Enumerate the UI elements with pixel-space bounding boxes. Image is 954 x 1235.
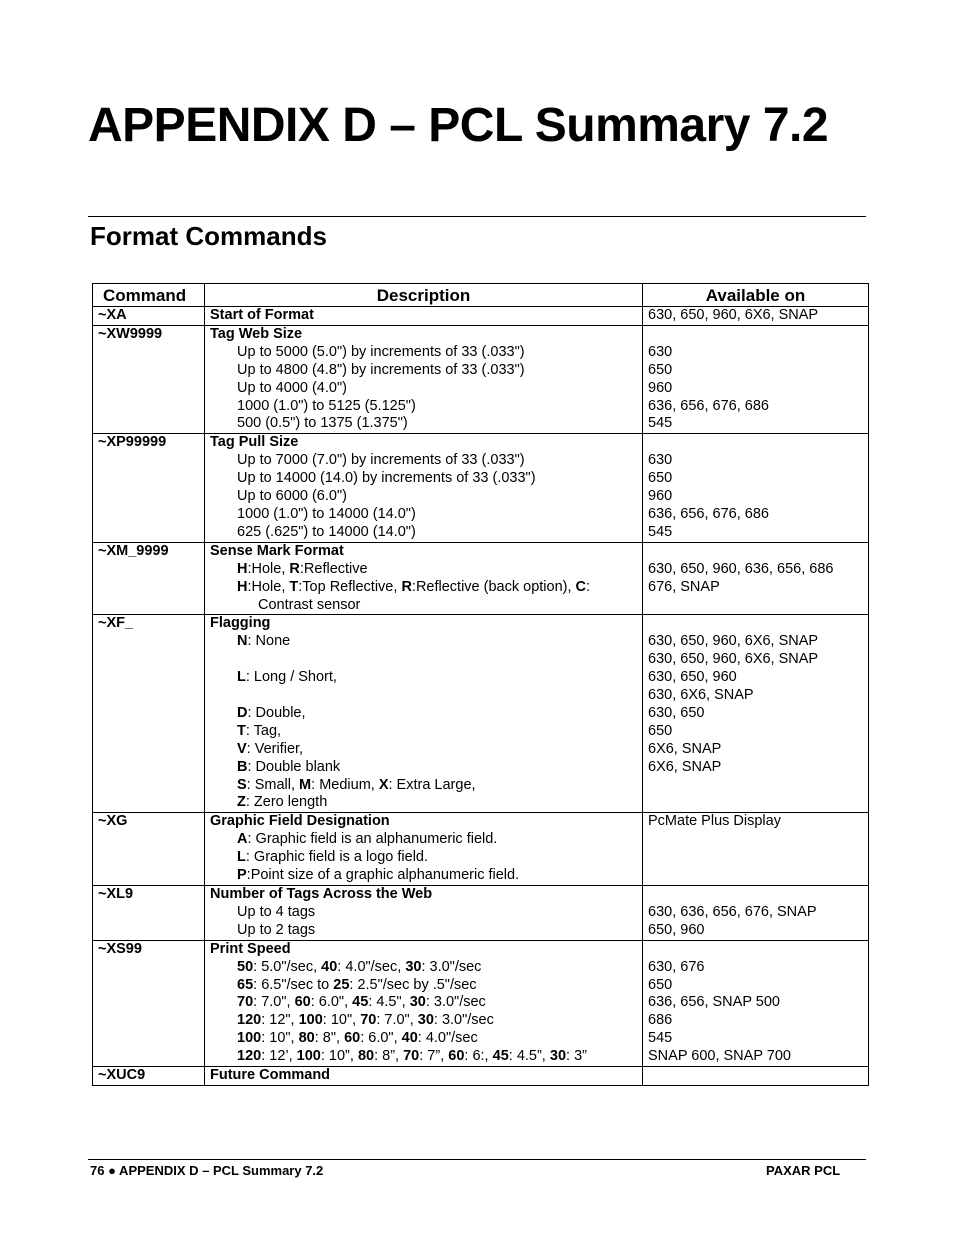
available-on-line: [648, 434, 863, 452]
description-line: [210, 794, 637, 812]
description-text: Up to 5000 (5.0") by increments of 33 (.033"): [237, 343, 525, 360]
table-row: [93, 542, 869, 615]
table-header-row: [93, 284, 869, 307]
table-row: [93, 325, 869, 433]
description-text: : 4.0"/sec,: [337, 958, 406, 975]
command-cell: ~XW9999: [93, 325, 205, 433]
description-key: 45: [352, 994, 369, 1011]
description-key: 70: [237, 994, 254, 1011]
available-on-line: 676, SNAP: [648, 578, 720, 595]
available-on-line: 630, 650, 960, 6X6, SNAP: [648, 651, 819, 668]
available-on-line: 650, 960: [648, 921, 705, 938]
available-on-line: 650: [648, 470, 673, 487]
description-key: A: [237, 831, 248, 848]
description-text: 500 (0.5") to 1375 (1.375"): [237, 415, 408, 432]
header-command: Command: [93, 284, 205, 307]
table-body: [93, 307, 869, 1086]
description-line: [210, 344, 637, 362]
description-key: 100: [296, 1048, 321, 1065]
description-key: 60: [344, 1030, 361, 1047]
description-key: H: [237, 560, 248, 577]
description-key: L: [237, 669, 246, 686]
description-text: : 4.0"/sec: [417, 1030, 478, 1047]
description-text: : 10",: [261, 1030, 299, 1047]
available-on-line: SNAP 600, SNAP 700: [648, 1048, 791, 1065]
available-on-line: 630, 6X6, SNAP: [648, 687, 754, 704]
header-available-on: Available on: [643, 284, 869, 307]
description-text: : 7”,: [419, 1048, 449, 1065]
available-on-line: 545: [648, 415, 673, 432]
description-key: P: [237, 867, 247, 884]
description-key: Print Speed: [210, 940, 291, 957]
description-cell: [205, 307, 643, 326]
description-key: 30: [549, 1048, 567, 1065]
available-on-line: 630, 636, 656, 676, SNAP: [648, 903, 817, 920]
description-key: 40: [321, 958, 338, 975]
description-text: : Zero length: [245, 794, 328, 811]
description-text: : 12’,: [261, 1048, 297, 1065]
description-key: R: [401, 578, 412, 595]
description-key: S: [237, 776, 247, 793]
description-line: [210, 922, 637, 940]
description-key: 80: [298, 1030, 315, 1047]
description-line: [210, 741, 637, 759]
available-on-line: 960: [648, 488, 673, 505]
description-key: 60: [294, 994, 311, 1011]
available-on-line: 545: [648, 523, 673, 540]
table-row: [93, 886, 869, 941]
description-key: 100: [298, 1012, 323, 1029]
description-heading: [210, 1067, 637, 1085]
available-on-line: 686: [648, 1012, 673, 1029]
description-text: : 12",: [261, 1012, 299, 1029]
description-heading: [210, 886, 637, 904]
description-line: [210, 470, 637, 488]
description-text: Up to 4800 (4.8") by increments of 33 (.033"): [237, 361, 525, 378]
description-text: 1000 (1.0") to 5125 (5.125"): [237, 397, 416, 414]
description-text: : 4.5”,: [508, 1048, 550, 1065]
description-key: 65: [237, 976, 254, 993]
description-key: Z: [237, 794, 246, 811]
available-on-line: [648, 326, 863, 344]
description-text: Up to 4 tags: [237, 903, 316, 920]
description-key: C: [575, 578, 587, 595]
description-key: L: [237, 849, 246, 866]
description-line: [210, 687, 637, 705]
available-on-line: [648, 615, 863, 633]
description-heading: [210, 543, 637, 561]
description-key: T: [289, 578, 299, 595]
command-cell: ~XM_9999: [93, 542, 205, 615]
available-on-line: 650: [648, 722, 673, 739]
description-heading: [210, 326, 637, 344]
description-key: R: [289, 560, 300, 577]
footer-page-info: 76 ● APPENDIX D – PCL Summary 7.2: [90, 1163, 324, 1178]
description-line: [210, 831, 637, 849]
available-on-line: 630: [648, 452, 673, 469]
description-text: :: [586, 578, 591, 595]
description-key: X: [378, 776, 389, 793]
available-on-line: 636, 656, 676, 686: [648, 505, 769, 522]
description-text: : 6.5"/sec to: [253, 976, 334, 993]
description-line: [210, 705, 637, 723]
description-line: [210, 959, 637, 977]
available-on-cell: [643, 434, 869, 542]
description-key: M: [299, 776, 312, 793]
description-key: 120: [237, 1048, 262, 1065]
available-on-line: 545: [648, 1030, 673, 1047]
table-row: [93, 434, 869, 542]
header-description: Description: [205, 284, 643, 307]
description-cell: [205, 813, 643, 886]
description-text: :Reflective: [299, 560, 368, 577]
description-text: : 3.0"/sec: [421, 958, 482, 975]
table-row: [93, 813, 869, 886]
description-text: : 7.0",: [376, 1012, 418, 1029]
description-heading: [210, 813, 637, 831]
description-line: [210, 488, 637, 506]
description-key: B: [237, 758, 248, 775]
available-on-line: 650: [648, 361, 673, 378]
available-on-cell: [643, 325, 869, 433]
page-title: APPENDIX D – PCL Summary 7.2: [88, 99, 829, 152]
description-text: : 8”,: [374, 1048, 404, 1065]
description-key: Graphic Field Designation: [210, 813, 390, 830]
description-line: [210, 651, 637, 669]
description-text: : 7.0",: [253, 994, 295, 1011]
description-key: 30: [409, 994, 426, 1011]
section-heading: Format Commands: [90, 221, 327, 251]
description-key: 60: [448, 1048, 465, 1065]
description-line: [210, 1048, 637, 1066]
description-text: Up to 2 tags: [237, 921, 316, 938]
description-line: [210, 597, 637, 615]
available-on-line: 6X6, SNAP: [648, 740, 722, 757]
description-line: [210, 452, 637, 470]
description-cell: [205, 1067, 643, 1086]
description-text: : 6:,: [464, 1048, 493, 1065]
description-text: : Double,: [247, 704, 306, 721]
available-on-cell: [643, 615, 869, 813]
table-row: [93, 940, 869, 1066]
available-on-line: 636, 656, SNAP 500: [648, 994, 780, 1011]
description-key: 30: [405, 958, 422, 975]
description-key: H: [237, 578, 248, 595]
description-text: Up to 14000 (14.0) by increments of 33 (.033"): [237, 470, 536, 487]
description-line: [210, 415, 637, 433]
description-text: Contrast sensor: [258, 596, 361, 613]
description-heading: [210, 307, 637, 325]
footer-brand: PAXAR PCL: [766, 1163, 841, 1178]
description-text: : 2.5"/sec by .5"/sec: [349, 976, 477, 993]
description-line: [210, 506, 637, 524]
description-cell: [205, 325, 643, 433]
available-on-line: 630: [648, 343, 673, 360]
description-line: [210, 561, 637, 579]
description-key: 70: [360, 1012, 377, 1029]
available-on-line: 650: [648, 976, 673, 993]
description-key: T: [237, 722, 246, 739]
description-text: Up to 6000 (6.0"): [237, 488, 347, 505]
description-line: [210, 977, 637, 995]
command-cell: ~XS99: [93, 940, 205, 1066]
format-commands-table: [92, 283, 869, 1086]
description-line: [210, 524, 637, 542]
table-row: [93, 615, 869, 813]
description-text: : 10",: [322, 1012, 361, 1029]
description-text: : 3.0"/sec: [425, 994, 486, 1011]
description-text: : None: [247, 633, 291, 650]
description-line: [210, 994, 637, 1012]
description-cell: [205, 615, 643, 813]
table-row: [93, 1067, 869, 1086]
description-key: 25: [333, 976, 350, 993]
description-text: : Extra Large,: [388, 776, 476, 793]
footer-divider: [88, 1159, 866, 1160]
description-line: [210, 669, 637, 687]
description-heading: [210, 941, 637, 959]
description-text: : 3”: [566, 1048, 587, 1065]
available-on-line: [648, 886, 863, 904]
command-cell: ~XF_: [93, 615, 205, 813]
description-text: :Hole,: [247, 560, 290, 577]
description-line: [210, 759, 637, 777]
description-line: [210, 1012, 637, 1030]
description-key: Future Command: [210, 1067, 331, 1084]
available-on-line: 630, 650, 960, 6X6, SNAP: [648, 633, 819, 650]
description-line: [210, 777, 637, 795]
available-on-cell: [643, 307, 869, 326]
command-cell: ~XG: [93, 813, 205, 886]
description-text: : 10”,: [320, 1048, 358, 1065]
description-line: [210, 849, 637, 867]
description-line: [210, 723, 637, 741]
description-line: [210, 1030, 637, 1048]
description-text: : 5.0"/sec,: [253, 958, 322, 975]
available-on-line: 630, 676: [648, 958, 705, 975]
description-line: [210, 398, 637, 416]
description-key: Tag Web Size: [210, 325, 303, 342]
available-on-cell: [643, 1067, 869, 1086]
description-text: : 8",: [314, 1030, 345, 1047]
description-text: : Graphic field is a logo field.: [245, 849, 429, 866]
description-key: 70: [403, 1048, 420, 1065]
description-key: V: [237, 740, 247, 757]
description-text: : Medium,: [311, 776, 379, 793]
available-on-line: 960: [648, 379, 673, 396]
header-divider: [88, 216, 866, 217]
description-key: 45: [492, 1048, 509, 1065]
description-text: : 6.0",: [360, 1030, 402, 1047]
command-cell: ~XUC9: [93, 1067, 205, 1086]
description-key: Sense Mark Format: [210, 542, 344, 559]
description-key: 80: [357, 1048, 375, 1065]
description-key: Flagging: [210, 615, 271, 632]
command-cell: ~XA: [93, 307, 205, 326]
available-on-line: [648, 543, 863, 561]
description-key: N: [237, 633, 248, 650]
description-line: [210, 867, 637, 885]
description-text: : Graphic field is an alphanumeric field.: [247, 831, 498, 848]
description-text: : Tag,: [245, 722, 282, 739]
description-key: D: [237, 704, 248, 721]
available-on-cell: [643, 886, 869, 941]
description-key: Number of Tags Across the Web: [210, 886, 433, 902]
available-on-line: PcMate Plus Display: [648, 813, 781, 830]
description-line: [210, 579, 637, 597]
description-cell: [205, 886, 643, 941]
description-text: : Verifier,: [246, 740, 304, 757]
description-text: :Point size of a graphic alphanumeric field.: [246, 867, 520, 884]
table-row: [93, 307, 869, 326]
description-cell: [205, 940, 643, 1066]
description-key: Start of Format: [210, 307, 314, 323]
description-heading: [210, 615, 637, 633]
description-key: 100: [237, 1030, 262, 1047]
description-key: Tag Pull Size: [210, 434, 299, 451]
available-on-line: 630, 650: [648, 704, 705, 721]
description-heading: [210, 434, 637, 452]
available-on-line: 6X6, SNAP: [648, 758, 722, 775]
description-text: : Small,: [246, 776, 300, 793]
available-on-line: 630, 650, 960, 636, 656, 686: [648, 560, 834, 577]
description-text: :Hole,: [247, 578, 290, 595]
description-text: :Reflective (back option),: [411, 578, 576, 595]
available-on-cell: [643, 940, 869, 1066]
description-cell: [205, 434, 643, 542]
description-text: :Top Reflective,: [298, 578, 402, 595]
description-key: 30: [417, 1012, 434, 1029]
description-cell: [205, 542, 643, 615]
description-line: [210, 904, 637, 922]
available-on-line: 636, 656, 676, 686: [648, 397, 769, 414]
description-text: : 6.0",: [310, 994, 353, 1011]
available-on-cell: [643, 813, 869, 886]
description-text: : 4.5",: [368, 994, 410, 1011]
description-text: : Long / Short,: [245, 669, 337, 686]
description-text: Up to 7000 (7.0") by increments of 33 (.033"): [237, 452, 525, 469]
description-text: : 3.0"/sec: [433, 1012, 494, 1029]
description-text: Up to 4000 (4.0"): [237, 379, 347, 396]
description-line: [210, 380, 637, 398]
available-on-line: [648, 941, 863, 959]
available-on-cell: [643, 542, 869, 615]
description-key: 120: [237, 1012, 262, 1029]
description-text: 625 (.625") to 14000 (14.0"): [237, 523, 416, 540]
command-cell: ~XL9: [93, 886, 205, 941]
available-on-line: 630, 650, 960: [648, 669, 737, 686]
description-line: [210, 633, 637, 651]
description-key: 50: [237, 958, 254, 975]
description-line: [210, 362, 637, 380]
description-text: 1000 (1.0") to 14000 (14.0"): [237, 505, 416, 522]
description-key: 40: [401, 1030, 418, 1047]
available-on-line: 630, 650, 960, 6X6, SNAP: [648, 307, 819, 323]
description-text: : Double blank: [247, 758, 341, 775]
command-cell: ~XP99999: [93, 434, 205, 542]
